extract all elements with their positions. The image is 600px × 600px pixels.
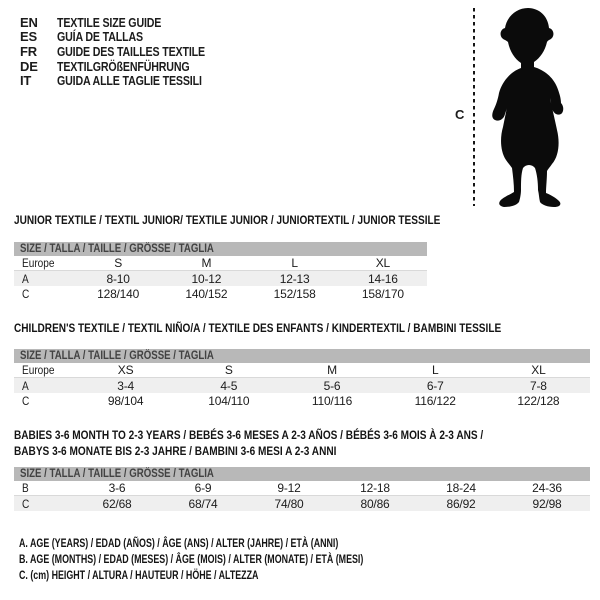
legend — [19, 535, 484, 583]
size-value-cell: 3-4 — [117, 378, 134, 393]
size-value-cell: 86/92 — [446, 496, 476, 511]
language-code: EN — [20, 14, 38, 30]
language-code: IT — [20, 73, 32, 89]
table-title-text: CHILDREN'S TEXTILE / TEXTIL NIÑO/A / TEXTILE DES ENFANTS / KINDERTEXTIL / BAMBINI TESSILE — [14, 321, 502, 335]
size-value-cell: 12-13 — [279, 271, 310, 286]
size-header-bar — [14, 349, 590, 363]
row-label-text: C — [22, 496, 30, 511]
size-value-cell: 98/104 — [107, 393, 144, 408]
table-title-text: JUNIOR TEXTILE / TEXTIL JUNIOR/ TEXTILE JUNIOR / JUNIORTEXTIL / JUNIOR TESSILE — [14, 213, 441, 227]
size-value-cell: 5-6 — [323, 378, 341, 393]
table-title — [14, 443, 590, 459]
language-row — [20, 59, 237, 74]
size-value-cell: M — [201, 256, 212, 270]
row-label-text: Europe — [22, 363, 55, 377]
size-value-cell: 152/158 — [273, 286, 316, 301]
legend-line — [19, 551, 484, 567]
baby-silhouette-icon — [477, 4, 579, 208]
size-value-cell: L — [291, 256, 298, 270]
size-value-cell: S — [114, 256, 123, 270]
legend-line — [19, 535, 484, 551]
size-value-cell: 80/86 — [360, 496, 390, 511]
size-value-cell: 68/74 — [188, 496, 218, 511]
size-value-cell: XL — [375, 256, 391, 270]
language-code: DE — [20, 58, 38, 74]
row-label-text: C — [22, 393, 30, 408]
size-value-cell: 74/80 — [274, 496, 304, 511]
language-title: TEXTILGRÖßENFÜHRUNG — [57, 58, 190, 74]
row-label — [14, 379, 74, 393]
size-value-cell: 12-18 — [360, 481, 390, 495]
language-title: GUÍA DE TALLAS — [57, 29, 143, 45]
table-row — [14, 286, 427, 301]
table-title — [14, 321, 590, 336]
row-label — [14, 481, 74, 495]
legend-line-text: B. AGE (MONTHS) / EDAD (MESES) / ÂGE (MOIS) / ALTER (MONATE) / ETÀ (MESI) — [19, 552, 364, 566]
size-value-cell: XL — [531, 363, 546, 377]
size-value-cell: 92/98 — [532, 496, 562, 511]
babies-size-table — [14, 427, 590, 511]
table-row — [14, 378, 590, 393]
row-label — [14, 363, 74, 377]
table-row — [14, 256, 427, 271]
row-label — [14, 256, 74, 270]
size-value-cell: 6-7 — [426, 378, 444, 393]
row-label — [14, 497, 74, 511]
language-title: GUIDE DES TAILLES TEXTILE — [57, 43, 205, 59]
size-value-cell: 104/110 — [208, 393, 250, 408]
size-value-cell: 7-8 — [530, 378, 547, 393]
size-value-cell: 110/116 — [311, 393, 353, 408]
size-value-cell: 6-9 — [194, 481, 212, 495]
size-value-cell: 18-24 — [446, 481, 476, 495]
height-measure-line — [473, 8, 475, 206]
table-row — [14, 271, 427, 286]
row-label-text: A — [22, 271, 29, 286]
language-row — [20, 30, 237, 45]
size-value-cell: 9-12 — [277, 481, 301, 495]
row-label-text: B — [22, 481, 29, 495]
size-header-bar — [14, 467, 590, 481]
table-row — [14, 496, 590, 511]
children-size-table — [14, 321, 590, 408]
size-header-label: SIZE / TALLA / TAILLE / GRÖSSE / TAGLIA — [20, 468, 214, 480]
table-title-text: BABIES 3-6 MONTH TO 2-3 YEARS / BEBÉS 3-6 MESES A 2-3 AÑOS / BÉBÉS 3-6 MOIS À 2-3 ANS / — [14, 428, 484, 442]
size-header-bar — [14, 242, 427, 256]
size-value-cell: S — [224, 363, 233, 377]
legend-line-text: A. AGE (YEARS) / EDAD (AÑOS) / ÂGE (ANS) / ALTER (JAHRE) / ETÀ (ANNI) — [19, 536, 339, 550]
row-label-text: A — [22, 378, 29, 393]
legend-line-text: C. (cm) HEIGHT / ALTURA / HAUTEUR / HÖHE / ALTEZZA — [19, 568, 259, 582]
size-value-cell: XS — [117, 363, 134, 377]
size-value-cell: 14-16 — [368, 271, 398, 286]
language-code: FR — [20, 43, 37, 59]
size-value-cell: 140/152 — [185, 286, 228, 301]
size-header-label: SIZE / TALLA / TAILLE / GRÖSSE / TAGLIA — [20, 243, 214, 255]
table-title — [14, 427, 590, 443]
language-title: GUIDA ALLE TAGLIE TESSILI — [57, 73, 202, 89]
size-value-cell: 116/122 — [414, 393, 456, 408]
size-value-cell: M — [327, 363, 337, 377]
table-title-text: BABYS 3-6 MONATE BIS 2-3 JAHRE / BAMBINI 3-6 MESI A 2-3 ANNI — [14, 444, 337, 458]
language-title: TEXTILE SIZE GUIDE — [57, 14, 162, 30]
size-value-cell: 10-12 — [191, 271, 222, 286]
size-value-cell: 122/128 — [517, 393, 560, 408]
language-row — [20, 73, 237, 88]
size-value-cell: 24-36 — [532, 481, 562, 495]
size-value-cell: 62/68 — [102, 496, 132, 511]
row-label — [14, 287, 74, 301]
row-label-text: C — [22, 286, 30, 301]
language-row — [20, 15, 237, 30]
height-label-c: C — [455, 107, 465, 122]
table-row — [14, 393, 590, 408]
size-value-cell: L — [431, 363, 439, 377]
junior-size-table — [14, 213, 441, 301]
size-value-cell: 128/140 — [97, 286, 140, 301]
table-row — [14, 363, 590, 378]
language-list — [20, 15, 237, 88]
size-value-cell: 4-5 — [220, 378, 238, 393]
size-value-cell: 8-10 — [106, 271, 130, 286]
table-title — [14, 213, 441, 228]
legend-line — [19, 567, 484, 583]
size-value-cell: 3-6 — [108, 481, 126, 495]
language-row — [20, 44, 237, 59]
size-value-cell: 158/170 — [361, 286, 404, 301]
row-label — [14, 272, 74, 286]
row-label — [14, 394, 74, 408]
language-code: ES — [20, 29, 37, 45]
size-header-label: SIZE / TALLA / TAILLE / GRÖSSE / TAGLIA — [20, 350, 214, 362]
table-row — [14, 481, 590, 496]
row-label-text: Europe — [22, 256, 55, 270]
